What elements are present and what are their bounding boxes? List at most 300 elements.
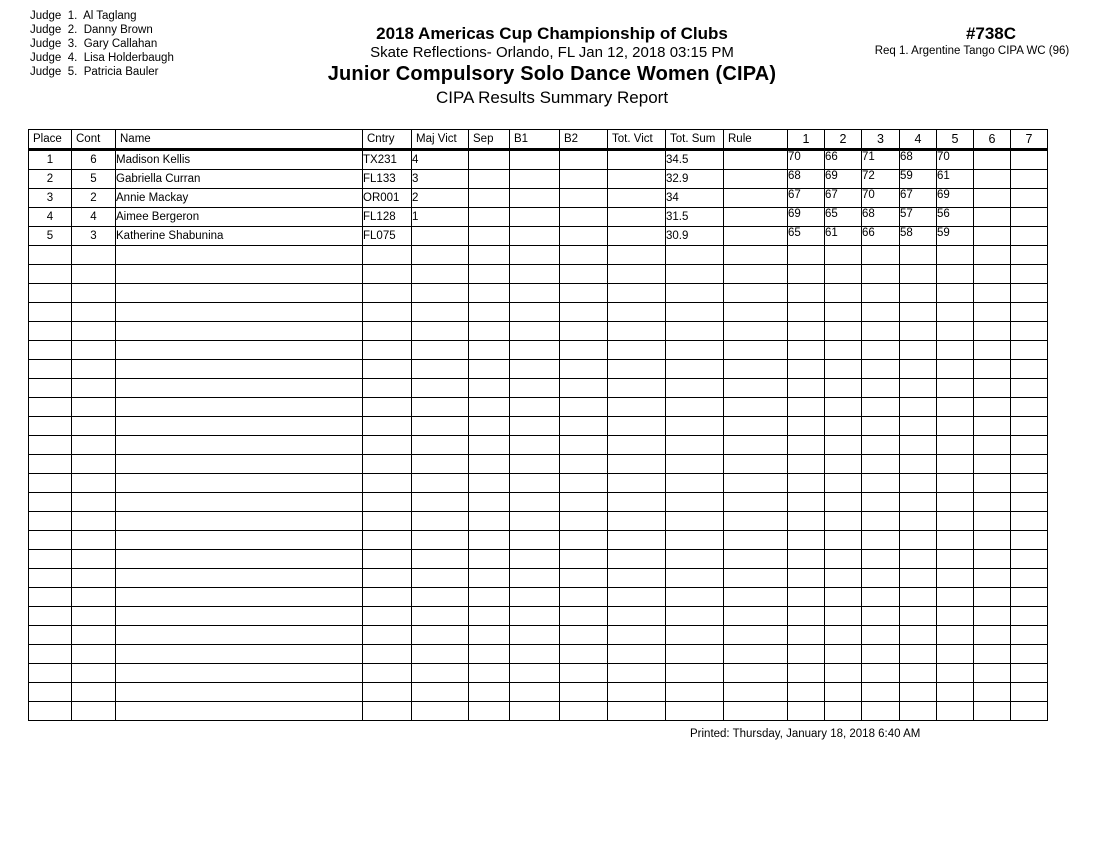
empty-cell (116, 284, 363, 303)
cell-judge-score (974, 170, 1011, 189)
empty-cell (900, 436, 937, 455)
empty-cell (608, 645, 666, 664)
empty-cell (412, 322, 469, 341)
empty-cell (608, 493, 666, 512)
empty-cell (72, 512, 116, 531)
empty-cell (825, 379, 862, 398)
cell-judge-score: 70 (937, 150, 974, 170)
empty-cell (363, 493, 412, 512)
empty-cell (116, 626, 363, 645)
empty-cell (862, 607, 900, 626)
empty-cell (608, 607, 666, 626)
empty-cell (974, 360, 1011, 379)
empty-cell (724, 284, 788, 303)
column-header: 5 (937, 130, 974, 150)
empty-cell (937, 303, 974, 322)
cell-judge-score: 68 (788, 170, 825, 189)
empty-cell (363, 455, 412, 474)
empty-cell (788, 360, 825, 379)
empty-cell (560, 607, 608, 626)
empty-cell (900, 588, 937, 607)
empty-cell (116, 702, 363, 721)
judge-3: Judge 3. Gary Callahan (30, 38, 158, 50)
cell-rule (724, 150, 788, 170)
empty-cell (469, 379, 510, 398)
cell-tot-vict (608, 227, 666, 246)
empty-cell (862, 683, 900, 702)
empty-cell (937, 436, 974, 455)
column-header: 4 (900, 130, 937, 150)
empty-cell (825, 531, 862, 550)
cell-judge-score: 70 (862, 189, 900, 208)
empty-cell (1011, 246, 1048, 265)
empty-cell (900, 360, 937, 379)
empty-cell (974, 664, 1011, 683)
cell-judge-score (974, 189, 1011, 208)
empty-cell (469, 322, 510, 341)
empty-cell (900, 417, 937, 436)
empty-cell (412, 417, 469, 436)
empty-cell (363, 645, 412, 664)
empty-cell (412, 569, 469, 588)
empty-cell (412, 360, 469, 379)
empty-cell (937, 645, 974, 664)
competition-title: 2018 Americas Cup Championship of Clubs (376, 24, 728, 43)
empty-cell (974, 265, 1011, 284)
empty-table-row (29, 379, 1048, 398)
empty-table-row (29, 607, 1048, 626)
empty-cell (608, 341, 666, 360)
cell-sep (469, 227, 510, 246)
empty-cell (1011, 284, 1048, 303)
empty-cell (608, 398, 666, 417)
cell-b1 (510, 208, 560, 227)
empty-cell (666, 512, 724, 531)
empty-cell (666, 455, 724, 474)
empty-cell (363, 341, 412, 360)
cell-judge-score (974, 208, 1011, 227)
empty-cell (862, 322, 900, 341)
cell-judge-score: 69 (937, 189, 974, 208)
empty-cell (469, 531, 510, 550)
empty-cell (510, 284, 560, 303)
empty-cell (29, 417, 72, 436)
empty-cell (974, 569, 1011, 588)
empty-cell (363, 474, 412, 493)
empty-cell (825, 607, 862, 626)
empty-cell (469, 474, 510, 493)
header-row (29, 130, 1048, 150)
cell-tot-vict (608, 208, 666, 227)
empty-cell (788, 569, 825, 588)
empty-cell (788, 588, 825, 607)
empty-cell (788, 550, 825, 569)
empty-cell (72, 398, 116, 417)
empty-cell (469, 303, 510, 322)
empty-cell (900, 474, 937, 493)
empty-cell (1011, 569, 1048, 588)
empty-cell (974, 512, 1011, 531)
empty-cell (825, 512, 862, 531)
empty-cell (974, 398, 1011, 417)
empty-cell (788, 436, 825, 455)
empty-cell (72, 664, 116, 683)
empty-cell (608, 417, 666, 436)
empty-cell (412, 341, 469, 360)
empty-cell (510, 702, 560, 721)
empty-cell (412, 493, 469, 512)
empty-cell (29, 379, 72, 398)
empty-cell (1011, 550, 1048, 569)
empty-cell (72, 303, 116, 322)
printed-timestamp: Printed: Thursday, January 18, 2018 6:40 AM (690, 728, 921, 740)
empty-cell (72, 341, 116, 360)
empty-cell (666, 474, 724, 493)
empty-cell (825, 645, 862, 664)
empty-table-row (29, 550, 1048, 569)
empty-cell (469, 645, 510, 664)
empty-cell (412, 702, 469, 721)
cell-place: 4 (29, 208, 72, 227)
cell-judge-score: 68 (900, 150, 937, 170)
empty-cell (862, 588, 900, 607)
empty-cell (862, 379, 900, 398)
cell-maj-vict: 3 (412, 170, 469, 189)
empty-cell (937, 322, 974, 341)
cell-tot-sum: 30.9 (666, 227, 724, 246)
empty-cell (937, 246, 974, 265)
empty-cell (29, 702, 72, 721)
empty-cell (29, 683, 72, 702)
cell-judge-score (1011, 170, 1048, 189)
empty-cell (1011, 588, 1048, 607)
empty-table-row (29, 360, 1048, 379)
cell-b1 (510, 189, 560, 208)
empty-cell (363, 322, 412, 341)
empty-cell (724, 531, 788, 550)
empty-cell (900, 645, 937, 664)
empty-cell (116, 474, 363, 493)
cell-judge-score (1011, 208, 1048, 227)
cell-rule (724, 189, 788, 208)
column-header: 3 (862, 130, 900, 150)
empty-cell (862, 493, 900, 512)
empty-cell (560, 664, 608, 683)
cell-judge-score: 58 (900, 227, 937, 246)
empty-cell (1011, 455, 1048, 474)
empty-cell (1011, 683, 1048, 702)
empty-cell (724, 493, 788, 512)
cell-maj-vict: 2 (412, 189, 469, 208)
empty-cell (1011, 474, 1048, 493)
empty-cell (469, 265, 510, 284)
empty-cell (900, 626, 937, 645)
cell-judge-score (1011, 150, 1048, 170)
empty-cell (937, 702, 974, 721)
empty-cell (900, 683, 937, 702)
cell-sep (469, 170, 510, 189)
empty-cell (1011, 398, 1048, 417)
empty-cell (72, 531, 116, 550)
empty-cell (862, 626, 900, 645)
empty-cell (116, 265, 363, 284)
empty-cell (666, 360, 724, 379)
empty-cell (510, 303, 560, 322)
empty-cell (825, 322, 862, 341)
column-header: 6 (974, 130, 1011, 150)
empty-cell (29, 303, 72, 322)
empty-cell (608, 626, 666, 645)
empty-cell (788, 398, 825, 417)
empty-cell (363, 246, 412, 265)
empty-cell (608, 322, 666, 341)
empty-cell (510, 474, 560, 493)
empty-cell (608, 379, 666, 398)
empty-cell (363, 398, 412, 417)
empty-cell (412, 303, 469, 322)
empty-cell (72, 607, 116, 626)
empty-cell (560, 550, 608, 569)
empty-cell (469, 607, 510, 626)
empty-cell (363, 683, 412, 702)
empty-cell (974, 645, 1011, 664)
empty-cell (72, 588, 116, 607)
empty-cell (469, 246, 510, 265)
table-row (29, 189, 1048, 208)
empty-cell (1011, 493, 1048, 512)
empty-cell (29, 360, 72, 379)
empty-cell (72, 265, 116, 284)
empty-cell (29, 322, 72, 341)
empty-cell (608, 683, 666, 702)
empty-cell (363, 284, 412, 303)
empty-cell (900, 284, 937, 303)
cell-judge-score: 69 (788, 208, 825, 227)
empty-cell (666, 531, 724, 550)
empty-cell (974, 702, 1011, 721)
empty-cell (974, 683, 1011, 702)
cell-judge-score: 67 (900, 189, 937, 208)
empty-cell (788, 531, 825, 550)
empty-cell (974, 493, 1011, 512)
empty-cell (1011, 531, 1048, 550)
empty-cell (72, 246, 116, 265)
empty-cell (29, 607, 72, 626)
empty-table-row (29, 645, 1048, 664)
cell-judge-score: 68 (862, 208, 900, 227)
empty-cell (363, 702, 412, 721)
empty-cell (412, 531, 469, 550)
empty-cell (900, 303, 937, 322)
empty-cell (666, 493, 724, 512)
empty-cell (72, 436, 116, 455)
empty-cell (724, 322, 788, 341)
empty-cell (116, 303, 363, 322)
empty-cell (724, 626, 788, 645)
empty-table-row (29, 246, 1048, 265)
cell-name: Annie Mackay (116, 189, 363, 208)
empty-cell (825, 493, 862, 512)
empty-cell (900, 531, 937, 550)
cell-tot-vict (608, 170, 666, 189)
empty-cell (937, 284, 974, 303)
empty-cell (363, 512, 412, 531)
cell-sep (469, 208, 510, 227)
empty-cell (560, 702, 608, 721)
empty-cell (900, 322, 937, 341)
cell-name: Madison Kellis (116, 150, 363, 170)
empty-cell (900, 246, 937, 265)
empty-cell (363, 664, 412, 683)
empty-cell (510, 322, 560, 341)
empty-cell (608, 664, 666, 683)
empty-cell (116, 379, 363, 398)
empty-cell (825, 417, 862, 436)
empty-cell (1011, 265, 1048, 284)
empty-cell (666, 588, 724, 607)
empty-cell (412, 379, 469, 398)
empty-cell (560, 569, 608, 588)
empty-cell (666, 436, 724, 455)
cell-judge-score: 65 (788, 227, 825, 246)
empty-cell (825, 455, 862, 474)
empty-cell (825, 436, 862, 455)
empty-cell (29, 550, 72, 569)
empty-cell (363, 550, 412, 569)
empty-cell (666, 683, 724, 702)
empty-cell (560, 360, 608, 379)
empty-cell (788, 265, 825, 284)
empty-cell (608, 550, 666, 569)
empty-table-row (29, 493, 1048, 512)
empty-cell (974, 626, 1011, 645)
empty-cell (469, 702, 510, 721)
empty-cell (825, 569, 862, 588)
empty-cell (1011, 512, 1048, 531)
empty-cell (666, 265, 724, 284)
empty-cell (412, 512, 469, 531)
cell-place: 2 (29, 170, 72, 189)
cell-tot-sum: 34 (666, 189, 724, 208)
table-row (29, 227, 1048, 246)
empty-cell (560, 265, 608, 284)
venue-date: Skate Reflections- Orlando, FL Jan 12, 2018 03:15 PM (370, 44, 734, 61)
empty-cell (469, 588, 510, 607)
empty-cell (937, 512, 974, 531)
cell-rule (724, 170, 788, 189)
empty-cell (469, 455, 510, 474)
cell-cntry: FL075 (363, 227, 412, 246)
empty-cell (560, 379, 608, 398)
empty-cell (469, 284, 510, 303)
empty-cell (72, 493, 116, 512)
empty-cell (560, 284, 608, 303)
empty-cell (974, 607, 1011, 626)
empty-cell (608, 360, 666, 379)
cell-name: Gabriella Curran (116, 170, 363, 189)
empty-cell (560, 588, 608, 607)
empty-cell (608, 303, 666, 322)
empty-cell (412, 265, 469, 284)
empty-cell (363, 569, 412, 588)
empty-cell (724, 474, 788, 493)
empty-cell (363, 417, 412, 436)
empty-cell (412, 683, 469, 702)
empty-cell (825, 683, 862, 702)
cell-b2 (560, 150, 608, 170)
cell-tot-sum: 34.5 (666, 150, 724, 170)
empty-cell (29, 493, 72, 512)
empty-cell (510, 664, 560, 683)
cell-judge-score: 56 (937, 208, 974, 227)
empty-cell (974, 303, 1011, 322)
empty-cell (72, 322, 116, 341)
column-header: B2 (560, 130, 608, 150)
empty-cell (1011, 664, 1048, 683)
empty-cell (862, 569, 900, 588)
empty-cell (412, 645, 469, 664)
empty-cell (666, 645, 724, 664)
empty-cell (560, 512, 608, 531)
empty-cell (937, 493, 974, 512)
cell-place: 3 (29, 189, 72, 208)
empty-cell (1011, 360, 1048, 379)
empty-cell (788, 284, 825, 303)
empty-cell (974, 455, 1011, 474)
empty-cell (510, 398, 560, 417)
empty-cell (1011, 379, 1048, 398)
empty-cell (510, 512, 560, 531)
cell-judge-score: 66 (862, 227, 900, 246)
empty-cell (412, 588, 469, 607)
cell-b1 (510, 227, 560, 246)
empty-cell (900, 341, 937, 360)
empty-cell (116, 398, 363, 417)
empty-cell (72, 683, 116, 702)
empty-cell (116, 246, 363, 265)
empty-cell (825, 303, 862, 322)
empty-cell (974, 246, 1011, 265)
judge-1: Judge 1. Al Taglang (30, 10, 137, 22)
empty-cell (116, 512, 363, 531)
empty-cell (862, 645, 900, 664)
empty-cell (469, 626, 510, 645)
empty-cell (72, 702, 116, 721)
cell-judge-score: 72 (862, 170, 900, 189)
empty-cell (1011, 341, 1048, 360)
cell-judge-score (1011, 189, 1048, 208)
empty-cell (862, 360, 900, 379)
empty-cell (724, 417, 788, 436)
empty-cell (29, 645, 72, 664)
empty-cell (469, 493, 510, 512)
empty-cell (469, 569, 510, 588)
empty-cell (560, 322, 608, 341)
cell-judge-score: 65 (825, 208, 862, 227)
empty-cell (666, 379, 724, 398)
empty-cell (724, 379, 788, 398)
empty-cell (29, 455, 72, 474)
empty-cell (788, 303, 825, 322)
empty-cell (116, 645, 363, 664)
empty-cell (900, 455, 937, 474)
empty-cell (72, 284, 116, 303)
empty-table-row (29, 284, 1048, 303)
empty-cell (363, 607, 412, 626)
cell-b1 (510, 150, 560, 170)
column-header: Cont (72, 130, 116, 150)
cell-b1 (510, 170, 560, 189)
